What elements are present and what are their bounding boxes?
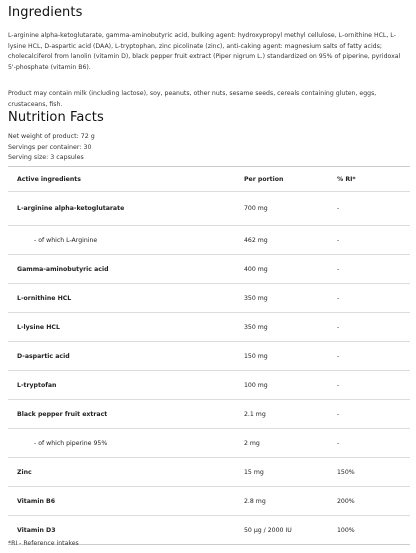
header-per-portion: Per portion <box>235 167 328 192</box>
product-meta <box>8 132 95 164</box>
ingredient-name: Black pepper fruit extract <box>8 400 235 429</box>
header-active-ingredients: Active ingredients <box>8 167 235 192</box>
per-portion-value: 2.1 mg <box>235 400 328 429</box>
table-body <box>8 192 410 545</box>
ingredient-name: - of which L-Arginine <box>8 226 235 255</box>
ri-value: - <box>328 313 410 342</box>
ri-value: 150% <box>328 458 410 487</box>
nutrition-table <box>8 166 410 545</box>
ri-value: - <box>328 371 410 400</box>
ri-value: - <box>328 400 410 429</box>
ri-value: 200% <box>328 487 410 516</box>
table-header-row <box>8 167 410 192</box>
ingredient-name: Gamma-aminobutyric acid <box>8 255 235 284</box>
per-portion-value: 100 mg <box>235 371 328 400</box>
per-portion-value: 462 mg <box>235 226 328 255</box>
servings-per-container: Servings per container: 30 <box>8 143 92 151</box>
per-portion-value: 50 µg / 2000 IU <box>235 516 328 545</box>
per-portion-value: 2 mg <box>235 429 328 458</box>
net-weight: Net weight of product: 72 g <box>8 133 95 140</box>
table-row <box>8 487 410 516</box>
per-portion-value: 15 mg <box>235 458 328 487</box>
table-row <box>8 400 410 429</box>
ingredient-name: D-aspartic acid <box>8 342 235 371</box>
ingredients-text: L-arginine alpha-ketoglutarate, gamma-aminobutyric acid, bulking agent: hydroxypropyl methyl cellulose, L-ornithine HCL, L-lysine HCL, D-aspartic acid (DAA), L-tryptophan, zinc picolinate (zinc), anti-caking agent: magnesium salts of fatty acids; cholecalciferol from lanolin (vitamin D), black pepper fruit extract (Piper nigrum L.) standardized on 95% of piperine, pyridoxal 5'-phosphate (vitamin B6). <box>8 32 401 71</box>
ingredients-heading: Ingredients <box>8 5 83 20</box>
ingredient-name: Zinc <box>8 458 235 487</box>
ingredient-name: Vitamin D3 <box>8 516 235 545</box>
header-ri: % RI* <box>328 167 410 192</box>
ingredient-name: Vitamin B6 <box>8 487 235 516</box>
ri-value: - <box>328 342 410 371</box>
per-portion-value: 700 mg <box>235 192 328 226</box>
ri-value: - <box>328 429 410 458</box>
table-row <box>8 458 410 487</box>
table-row <box>8 371 410 400</box>
ingredient-name: L-ornithine HCL <box>8 284 235 313</box>
per-portion-value: 400 mg <box>235 255 328 284</box>
table-row <box>8 313 410 342</box>
per-portion-value: 2.8 mg <box>235 487 328 516</box>
serving-size: Serving size: 3 capsules <box>8 154 84 161</box>
ri-value: - <box>328 284 410 313</box>
ingredient-name: L-lysine HCL <box>8 313 235 342</box>
ingredient-name: - of which piperine 95% <box>8 429 235 458</box>
table-row <box>8 192 410 226</box>
ri-value: - <box>328 192 410 226</box>
table-row <box>8 255 410 284</box>
ingredient-name: L-arginine alpha-ketoglutarate <box>8 192 235 226</box>
ingredient-name: L-tryptofan <box>8 371 235 400</box>
table-row <box>8 342 410 371</box>
ri-value: 100% <box>328 516 410 545</box>
per-portion-value: 350 mg <box>235 284 328 313</box>
footnote: *RI - Reference intakes <box>8 540 79 547</box>
nutrition-facts-heading: Nutrition Facts <box>8 110 104 125</box>
table-row <box>8 429 410 458</box>
table-row <box>8 226 410 255</box>
per-portion-value: 350 mg <box>235 313 328 342</box>
per-portion-value: 150 mg <box>235 342 328 371</box>
ri-value: - <box>328 226 410 255</box>
allergen-text: Product may contain milk (including lactose), soy, peanuts, other nuts, sesame seeds, cereals containing gluten, eggs, crustaceans, fish. <box>8 90 377 108</box>
ri-value: - <box>328 255 410 284</box>
table-row <box>8 284 410 313</box>
